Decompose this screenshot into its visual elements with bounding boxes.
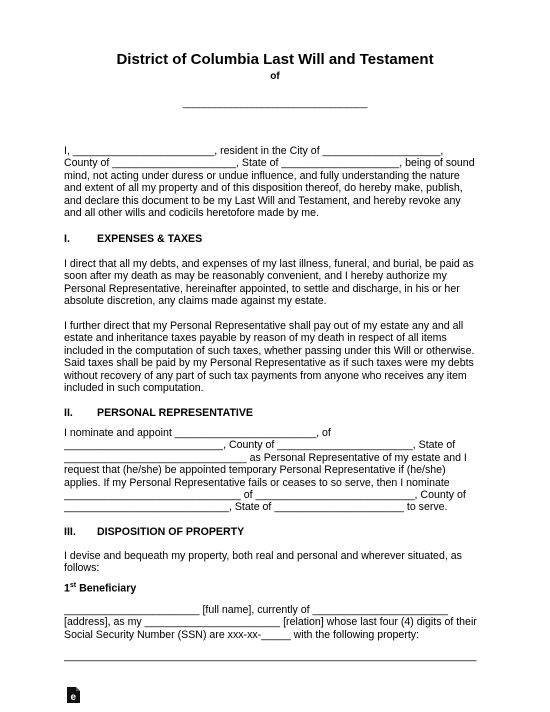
svg-text:e: e [70,692,77,703]
paragraph-line: I further direct that my Personal Representative shall pay out of my estate any and all [64,320,464,332]
paragraph-line: I direct that all my debts, and expenses of my last illness, funeral, and burial, be paid as [64,258,474,270]
paragraph-line: applies. If my Personal Representative fails or ceases to so serve, then I nominate [64,476,450,489]
paragraph-line: Said taxes shall be paid by my Personal Representative as if such taxes were my debts [64,357,474,370]
title-of: of [270,71,280,82]
intro-line: and all other wills and codicils heretofore made by me. [64,207,319,220]
section-heading-expenses [64,233,202,245]
document-title: District of Columbia Last Will and Testament [116,51,434,68]
beneficiary-property-line [64,650,488,662]
paragraph-line: _______________________ [full name], currently of _______________________ [64,604,449,616]
paragraph-line: without recovery of any part of such tax payments from anyone who receives any item [64,369,467,382]
personal-representative-paragraph [64,427,488,514]
paragraph-line: request that (he/she) be appointed temporary Personal Representative if (he/she) [64,464,446,477]
property-blank-line: ______________________________________________________________________ [64,650,477,662]
section-heading-personal-representative [64,407,253,419]
intro-line: and extent of all my property and of this disposition thereof, do hereby make, publish, [64,182,463,195]
paragraph-line: I nominate and appoint ________________________, of [64,427,331,439]
beneficiary-label: Beneficiary [79,582,137,595]
expenses-paragraph-1 [64,258,488,308]
section-number: II. [64,407,73,419]
paragraph-line: ______________________________ of ___________________________, County of [64,489,466,502]
paragraph-line: follows: [64,562,100,575]
section-title: EXPENSES & TAXES [97,233,203,245]
intro-line: County of _____________________, State of ____________________, being of sound [64,157,475,170]
paragraph-line: Social Security Number (SSN) are xxx-xx-_____ with the following property: [64,628,420,641]
section-title: DISPOSITION OF PROPERTY [97,526,245,538]
paragraph-line: ____________________________, State of ______________________ to serve. [64,501,448,514]
paragraph-line: soon after my death as may be reasonably convenient, and I hereby authorize my [64,270,447,283]
section-title: PERSONAL REPRESENTATIVE [97,407,253,419]
beneficiary-ordinal-suffix: st [69,582,77,589]
section-number: III. [64,526,76,538]
section-number: I. [64,233,70,245]
beneficiary-ordinal: 1 [64,582,70,595]
intro-paragraph [64,145,488,219]
paragraph-line: Personal Representative, hereinafter appointed, to settle and discharge, in his or her [64,282,460,295]
intro-line: mind, not acting under duress or undue influence, and fully understanding the nature [64,169,460,182]
paragraph-line: I devise and bequeath my property, both real and personal and wherever situated, as [64,550,462,562]
eforms-logo-icon [64,686,82,704]
testator-name-line: ___________________________________ [182,98,368,109]
paragraph-line: _______________________________ as Personal Representative of my estate and I [64,451,467,464]
paragraph-line: absolute discretion, any claims made against my estate. [64,295,327,308]
paragraph-line: estate and inheritance taxes payable by reason of my death in respect of all items [64,332,447,345]
expenses-paragraph-2 [64,320,488,394]
paragraph-line: ___________________________, County of _______________________, State of [64,439,456,452]
beneficiary-paragraph [64,604,488,641]
paragraph-line: [address], as my _______________________ [relation] whose last four (4) digits of their [64,616,477,629]
section-heading-disposition [64,526,244,538]
paragraph-line: included in such computation. [64,382,204,395]
paragraph-line: included in the computation of such taxes, whether passing under this Will or otherwise. [64,344,475,357]
intro-line: I, ________________________, resident in the City of ____________________, [64,145,444,157]
intro-line: and declare this document to be my Last Will and Testament, and hereby revoke any [64,194,461,207]
disposition-paragraph [64,550,488,575]
beneficiary-heading [64,582,136,595]
